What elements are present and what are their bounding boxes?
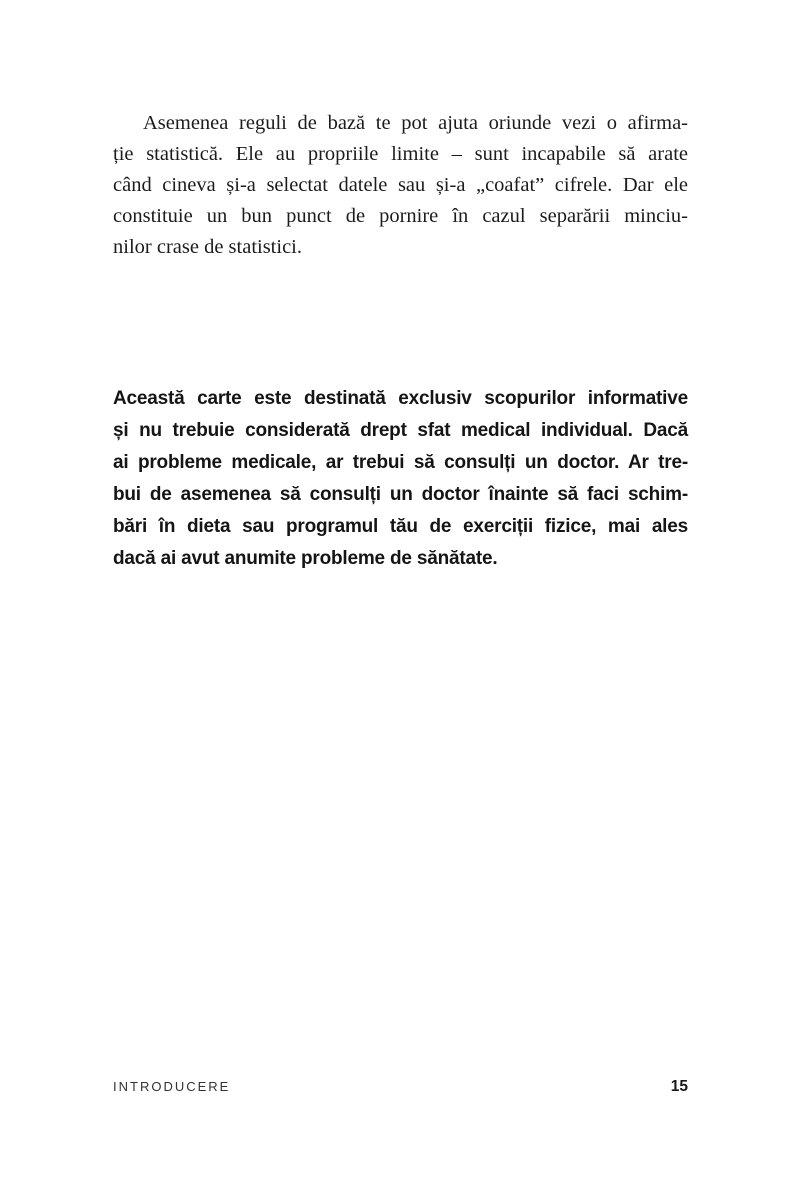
page-footer bbox=[113, 1078, 688, 1096]
page-content bbox=[113, 0, 688, 575]
text-line: ție statistică. Ele au propriile limite – sunt incapabile să arate bbox=[113, 143, 688, 165]
disclaimer-paragraph bbox=[113, 383, 688, 575]
intro-paragraph bbox=[113, 108, 688, 263]
text-line: dacă ai avut anumite probleme de sănătate. bbox=[113, 548, 498, 569]
text-line: când cineva și-a selectat datele sau și-a „coafat” cifrele. Dar ele bbox=[113, 174, 688, 196]
text-line: bări în dieta sau programul tău de exerciții fizice, mai ales bbox=[113, 516, 688, 537]
running-footer-section: INTRODUCERE bbox=[113, 1079, 231, 1094]
text-line: Asemenea reguli de bază te pot ajuta oriunde vezi o afirma- bbox=[143, 112, 688, 134]
text-line: și nu trebuie considerată drept sfat medical individual. Dacă bbox=[113, 420, 688, 441]
text-line: bui de asemenea să consulți un doctor înainte să faci schim- bbox=[113, 484, 688, 505]
text-line: ai probleme medicale, ar trebui să consulți un doctor. Ar tre- bbox=[113, 452, 688, 473]
text-line: constituie un bun punct de pornire în cazul separării minciu- bbox=[113, 205, 688, 227]
text-line: Această carte este destinată exclusiv scopurilor informative bbox=[113, 388, 688, 409]
page-number: 15 bbox=[670, 1078, 688, 1095]
text-line: nilor crase de statistici. bbox=[113, 236, 302, 258]
